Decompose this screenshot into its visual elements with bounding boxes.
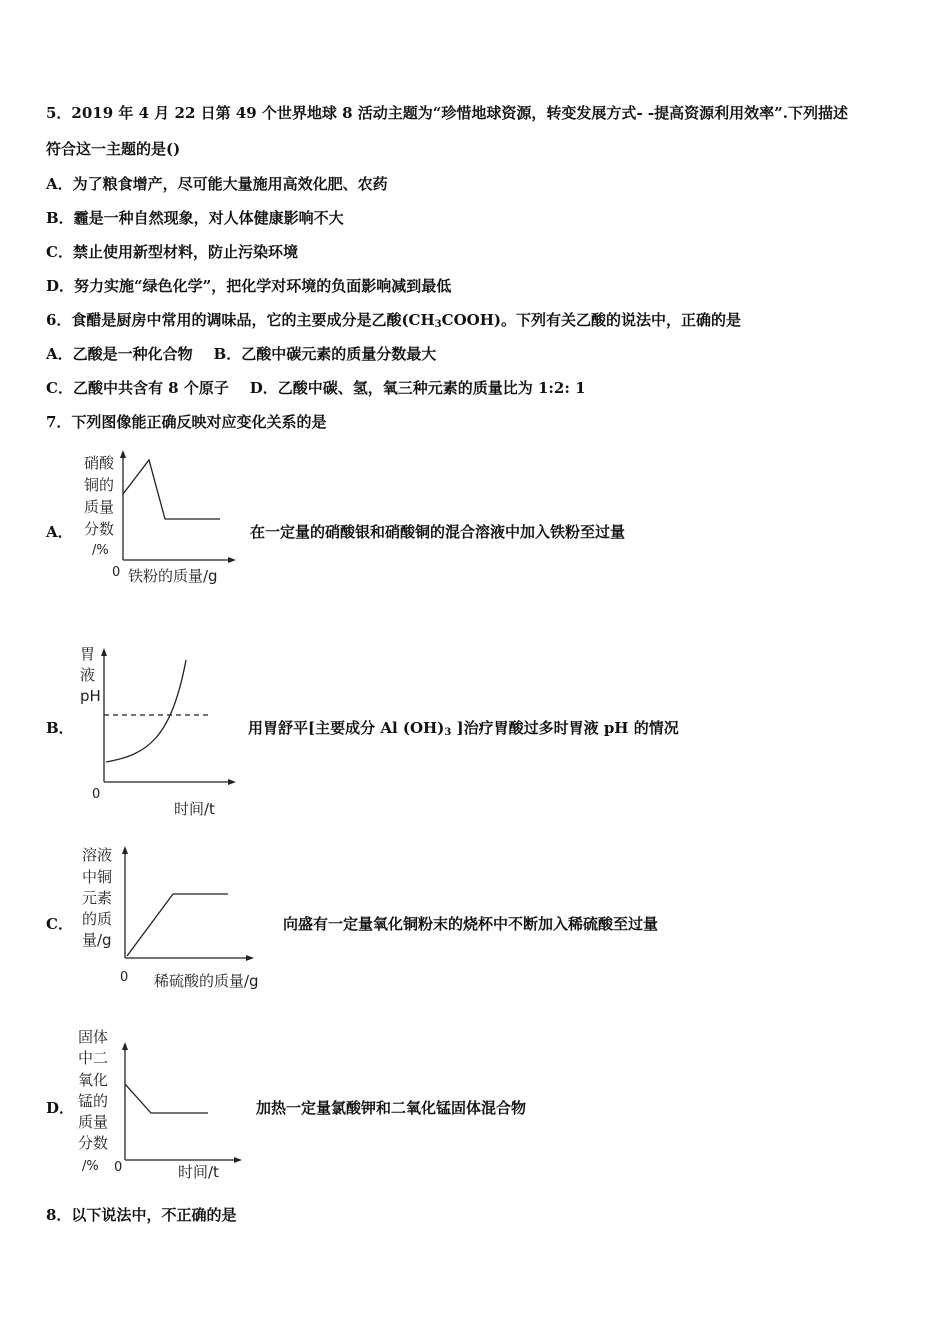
- y-axis-label: [78, 1028, 108, 1174]
- q7-option-c-label: C．: [46, 915, 73, 933]
- curve: [106, 660, 186, 762]
- q7-option-d-description: 加热一定量氯酸钾和二氧化锰固体混合物: [256, 1099, 527, 1117]
- y-label-line: 硝酸: [84, 454, 115, 472]
- q5-option-a: A．为了粮食增产，尽可能大量施用高效化肥、农药: [46, 175, 388, 193]
- x-axis-label: 时间/t: [174, 800, 215, 818]
- y-label-line: /%: [92, 543, 109, 558]
- x-axis-label: 稀硫酸的质量/g: [154, 972, 259, 990]
- curve: [127, 894, 228, 956]
- q6-stem: [46, 310, 741, 335]
- y-label-line: 质量: [84, 498, 115, 516]
- curve: [125, 1084, 208, 1113]
- y-axis-label: [84, 454, 115, 558]
- q7-option-d-label: D．: [46, 1099, 75, 1117]
- y-label-line: 量/g: [82, 931, 112, 949]
- y-axis-arrow: [101, 648, 107, 656]
- q6-options-row2: C．乙酸中共含有 8 个原子 D．乙酸中碳、氢，氧三种元素的质量比为 1:2: 1: [46, 379, 586, 397]
- q8-stem: 8．以下说法中，不正确的是: [46, 1206, 237, 1224]
- description-before: 用胃舒平[主要成分 Al (OH): [248, 719, 445, 737]
- y-axis-arrow: [122, 846, 128, 854]
- y-label-line: 氧化: [78, 1071, 109, 1089]
- y-label-line: 中铜: [82, 868, 113, 886]
- x-axis-label: 铁粉的质量/g: [128, 567, 218, 585]
- y-label-line: 元素: [82, 889, 113, 907]
- q6-stem-after: COOH)。下列有关乙酸的说法中，正确的是: [441, 311, 741, 329]
- description-after: ]治疗胃酸过多时胃液 pH 的情况: [451, 719, 679, 737]
- origin-label: 0: [112, 565, 121, 580]
- q7-option-b-label: B．: [46, 719, 74, 737]
- description-subscript: 3: [444, 727, 452, 738]
- q7-option-b-graph: [76, 640, 256, 820]
- y-axis-label: [80, 645, 101, 705]
- q7-option-b-description: [248, 717, 679, 738]
- origin-label: 0: [92, 787, 101, 802]
- q7-stem: 7．下列图像能正确反映对应变化关系的是: [46, 413, 327, 431]
- q5-option-d: D．努力实施“绿色化学”，把化学对环境的负面影响减到最低: [46, 277, 452, 295]
- q6-stem-before: 6．食醋是厨房中常用的调味品，它的主要成分是乙酸(CH: [46, 311, 435, 329]
- q5-stem-line1: 5．2019 年 4 月 22 日第 49 个世界地球 8 活动主题为“珍惜地球资源，转变发展方式- -提高资源利用效率”.下列描述: [46, 104, 848, 122]
- y-label-line: 中二: [78, 1049, 109, 1067]
- q6-stem-subscript: 3: [434, 319, 442, 330]
- y-axis-label: [82, 846, 112, 949]
- q7-option-c-graph: [70, 840, 280, 995]
- q5-option-c: C．禁止使用新型材料，防止污染环境: [46, 243, 298, 261]
- q7-option-d-graph: [72, 1024, 252, 1189]
- x-axis-label: 时间/t: [178, 1163, 219, 1181]
- q7-option-a-label: A．: [46, 523, 73, 541]
- y-label-line: 分数: [84, 520, 115, 538]
- q7-option-a-graph: [70, 448, 250, 590]
- y-label-line: 质量: [78, 1113, 109, 1131]
- y-label-line: /%: [82, 1159, 99, 1174]
- x-axis-arrow: [246, 955, 254, 961]
- curve: [123, 460, 220, 519]
- y-label-line: 分数: [78, 1134, 109, 1152]
- x-axis-arrow: [228, 779, 236, 785]
- x-axis-arrow: [228, 557, 236, 563]
- y-label-line: 液: [80, 666, 96, 684]
- y-axis-arrow: [122, 1042, 128, 1050]
- y-label-line: 固体: [78, 1028, 109, 1046]
- q7-option-c-description: 向盛有一定量氧化铜粉末的烧杯中不断加入稀硫酸至过量: [283, 915, 659, 933]
- q6-options-row1: A．乙酸是一种化合物 B．乙酸中碳元素的质量分数最大: [46, 345, 437, 363]
- y-label-line: 锰的: [78, 1092, 109, 1110]
- x-axis-arrow: [234, 1157, 242, 1163]
- y-label-line: pH: [80, 687, 101, 705]
- y-label-line: 溶液: [82, 846, 113, 864]
- origin-label: 0: [114, 1160, 123, 1175]
- q5-option-b: B．霾是一种自然现象，对人体健康影响不大: [46, 209, 344, 227]
- y-label-line: 胃: [80, 645, 96, 663]
- y-label-line: 铜的: [84, 476, 115, 494]
- y-axis-arrow: [120, 450, 126, 458]
- q5-stem-line2: 符合这一主题的是(): [46, 140, 181, 158]
- origin-label: 0: [120, 970, 129, 985]
- y-label-line: 的质: [82, 910, 113, 928]
- q7-option-a-description: 在一定量的硝酸银和硝酸铜的混合溶液中加入铁粉至过量: [250, 523, 626, 541]
